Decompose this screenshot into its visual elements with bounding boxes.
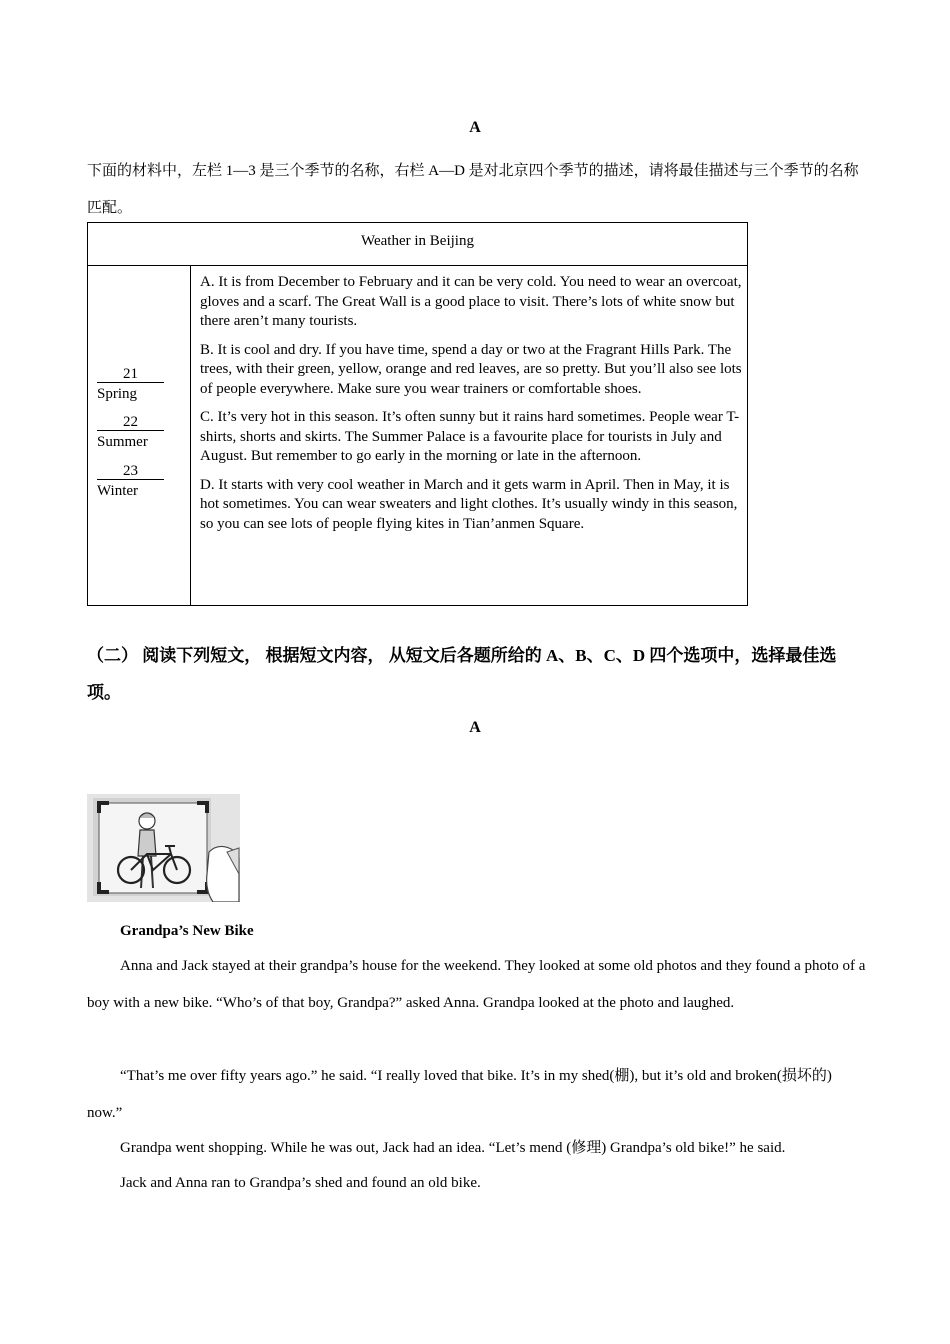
season-spring: Spring bbox=[97, 386, 138, 402]
season-winter: Winter bbox=[97, 483, 139, 499]
description-column bbox=[200, 273, 742, 543]
answer-blank-23: 23 bbox=[97, 463, 164, 480]
story-title: Grandpa’s New Bike bbox=[120, 923, 254, 939]
answer-blank-22: 22 bbox=[97, 414, 164, 431]
description-d: D. It starts with very cool weather in March and it gets warm in April. Then in May, it is hot sometimes. You can wear sweaters and light clothes. It’s usually windy in this season, so you can see lots of people flying kites in Tian’anmen Square. bbox=[200, 476, 738, 532]
paragraph-4: Jack and Anna ran to Grandpa’s shed and found an old bike. bbox=[120, 1175, 481, 1191]
description-b: B. It is cool and dry. If you have time, spend a day or two at the Fragrant Hills Park. The trees, with their green, yellow, orange and red leaves, are so pretty. But you’ll also see lots of people everywhere. Make sure you wear trainers or comfortable shoes. bbox=[200, 341, 742, 397]
description-c: C. It’s very hot in this season. It’s often sunny but it rains hard sometimes. People wear T-shirts, shorts and skirts. The Summer Palace is a favourite place for tourists in July and August. But remember to go early in the morning or late in the afternoon. bbox=[200, 409, 740, 464]
paragraph-2: “That’s me over fifty years ago.” he said. “I really loved that bike. It’s in my shed(棚), but it’s old and broken(损坏的) now.” bbox=[87, 1068, 832, 1121]
table-header: Weather in Beijing bbox=[88, 223, 747, 266]
weather-table bbox=[87, 222, 748, 606]
answer-blank-21: 21 bbox=[97, 366, 164, 383]
boy-with-bike-photo bbox=[87, 794, 240, 902]
section-letter: A bbox=[469, 119, 481, 136]
paragraph-3: Grandpa went shopping. While he was out, Jack had an idea. “Let’s mend (修理) Grandpa’s old bike!” he said. bbox=[120, 1140, 786, 1156]
passage-letter: A bbox=[469, 719, 481, 736]
section-heading: （二） 阅读下列短文， 根据短文内容， 从短文后各题所给的 A、B、C、D 四个选项中，选择最佳选项。 bbox=[87, 646, 837, 702]
instructions: 下面的材料中，左栏 1—3 是三个季节的名称，右栏 A—D 是对北京四个季节的描述，请将最佳描述与三个季节的名称匹配。 bbox=[87, 163, 859, 216]
season-column bbox=[88, 266, 191, 605]
season-summer: Summer bbox=[97, 434, 148, 450]
paragraph-1: Anna and Jack stayed at their grandpa’s house for the weekend. They looked at some old photos and they found a photo of a boy with a new bike. “Who’s of that boy, Grandpa?” asked Anna. Grandpa looked at the photo and laughed. bbox=[87, 958, 866, 1011]
description-a: A. It is from December to February and it can be very cold. You need to wear an overcoat, gloves and a scarf. The Great Wall is a good place to visit. There’s lots of white snow but there aren’t many tourists. bbox=[200, 274, 742, 329]
